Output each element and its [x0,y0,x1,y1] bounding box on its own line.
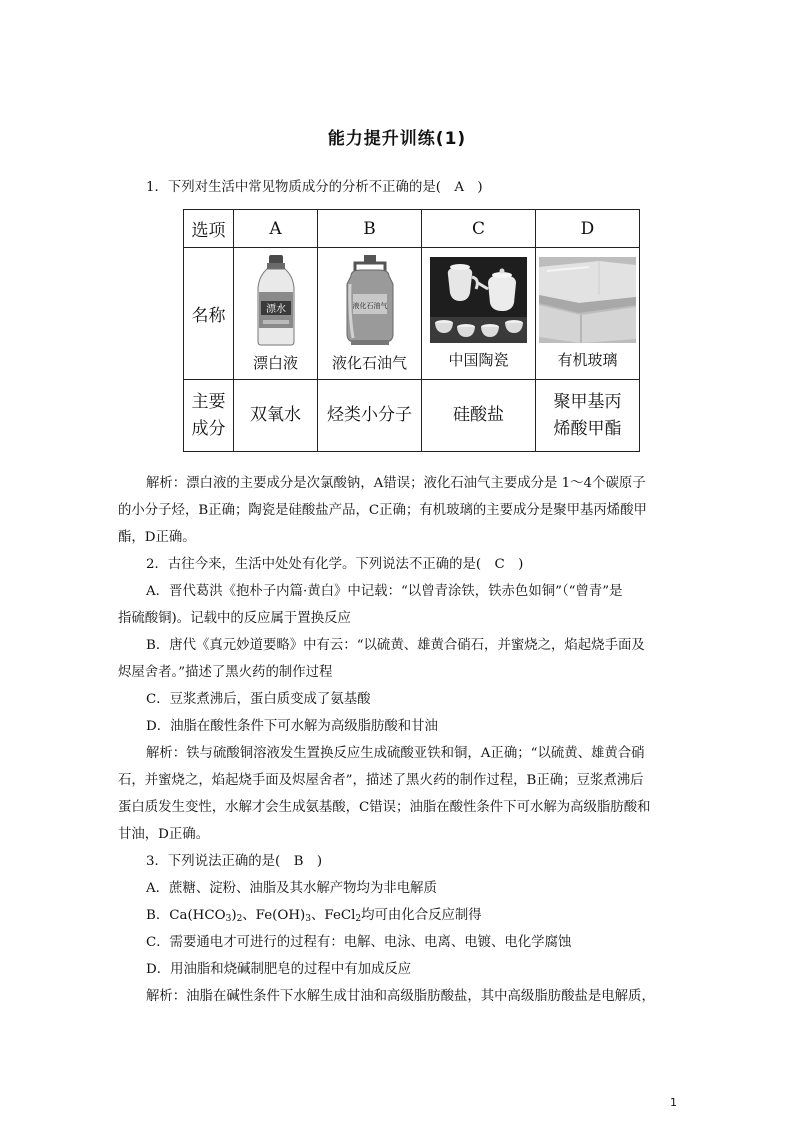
component-label-line-1: 主要 [191,391,226,412]
name-d: 有机玻璃 [557,351,618,369]
q3-b-sub-1: 3 [225,914,232,924]
q3-option-b [146,906,678,925]
question-3-stem: 3．下列说法正确的是( B ) [146,854,323,869]
cell-c-image [422,248,536,380]
q2-analysis-line-4: 甘油，D正确。 [118,827,210,842]
q2-option-a-line-1: A．晋代葛洪《抱朴子内篇·黄白》中记载：“以曾青涂铁，铁赤色如铜”（“曾青”是 [146,584,623,599]
component-d [536,380,640,452]
q2-option-b-line-1: B．唐代《真元妙道要略》中有云：“以硫黄、雄黄合硝石，并蜜烧之，焰起烧手面及 [146,638,645,653]
q3-option-a: A．蔗糖、淀粉、油脂及其水解产物均为非电解质 [146,881,437,896]
q3-b-sub-2: 2 [236,914,243,924]
q2-analysis-line-2: 石，并蜜烧之，焰起烧手面及烬屋舍者”，描述了黑火药的制作过程，B正确；豆浆煮沸后 [118,773,644,788]
name-a: 漂白液 [252,354,298,372]
q2-analysis-line-3: 蛋白质发生变性，水解才会生成氨基酸，C错误；油脂在酸性条件下可水解为高级脂肪酸和 [118,800,651,815]
q3-analysis-line-1: 解析：油脂在碱性条件下水解生成甘油和高级脂肪酸盐，其中高级脂肪酸盐是电解质， [146,989,655,1004]
component-a: 双氧水 [234,380,318,452]
q2-analysis-line-1: 解析：铁与硫酸铜溶液发生置换反应生成硫酸亚铁和铜，A正确；“以硫黄、雄黄合硝 [146,746,645,761]
page-number: 1 [670,1096,677,1109]
page-title: 能力提升训练(1) [327,129,467,149]
header-a: A [234,210,318,248]
question-1-stem: 1．下列对生活中常见物质成分的分析不正确的是( A ) [146,180,483,195]
q3-option-d: D．用油脂和烧碱制肥皂的过程中有加成反应 [146,962,412,977]
porcelain-tea-set-image [430,257,527,343]
bleach-bottle-image [251,254,301,346]
cell-d-image [536,248,640,380]
q1-analysis-line-3: 酯，D正确。 [118,530,196,545]
q2-option-b-line-2: 烬屋舍者。”描述了黑火药的制作过程 [118,665,333,680]
q3-b-part-2: ) [231,908,237,923]
q1-analysis-line-1: 解析：漂白液的主要成分是次氯酸钠，A错误；液化石油气主要成分是 1～4个碳原子 [146,476,646,491]
name-b: 液化石油气 [331,354,407,372]
component-row-label [184,380,234,452]
bottle-label-text: 漂水 [265,304,286,315]
header-b: B [318,210,422,248]
header-d: D [536,210,640,248]
q2-option-a-line-2: 指硫酸铜)。记载中的反应属于置换反应 [118,611,351,626]
plexiglass-sheets-image [539,257,636,343]
q2-option-c: C．豆浆煮沸后，蛋白质变成了氨基酸 [146,692,371,707]
component-label-line-2: 成分 [191,418,226,439]
header-option: 选项 [184,210,234,248]
cylinder-label-text: 液化石油气 [352,302,387,310]
header-c: C [422,210,536,248]
component-c: 硅酸盐 [422,380,536,452]
q1-analysis-line-2: 的小分子烃，B正确；陶瓷是硅酸盐产品，C正确；有机玻璃的主要成分是聚甲基丙烯酸甲 [118,503,647,518]
cell-b-image [318,248,422,380]
name-c: 中国陶瓷 [448,351,509,369]
gas-cylinder-image [341,254,399,346]
name-row-label: 名称 [184,248,234,380]
q3-b-sub-3: 3 [305,914,312,924]
q3-b-part-5: 均可由化合反应制得 [361,908,482,923]
q3-option-c: C．需要通电才可进行的过程有：电解、电泳、电离、电镀、电化学腐蚀 [146,935,572,950]
component-d-line-1: 聚甲基丙 [553,391,622,412]
q3-b-part-1: B．Ca(HCO [146,908,226,923]
question-2-stem: 2．古往今来，生活中处处有化学。下列说法不正确的是( C ) [146,557,524,572]
component-d-line-2: 烯酸甲酯 [553,418,622,439]
component-b: 烃类小分子 [318,380,422,452]
options-table [183,209,640,452]
q3-b-part-4: 、FeCl [311,908,356,923]
cell-a-image [234,248,318,380]
q3-b-sub-4: 2 [355,914,362,924]
q3-b-part-3: 、Fe(OH) [242,908,306,923]
q2-option-d: D．油脂在酸性条件下可水解为高级脂肪酸和甘油 [146,719,438,734]
